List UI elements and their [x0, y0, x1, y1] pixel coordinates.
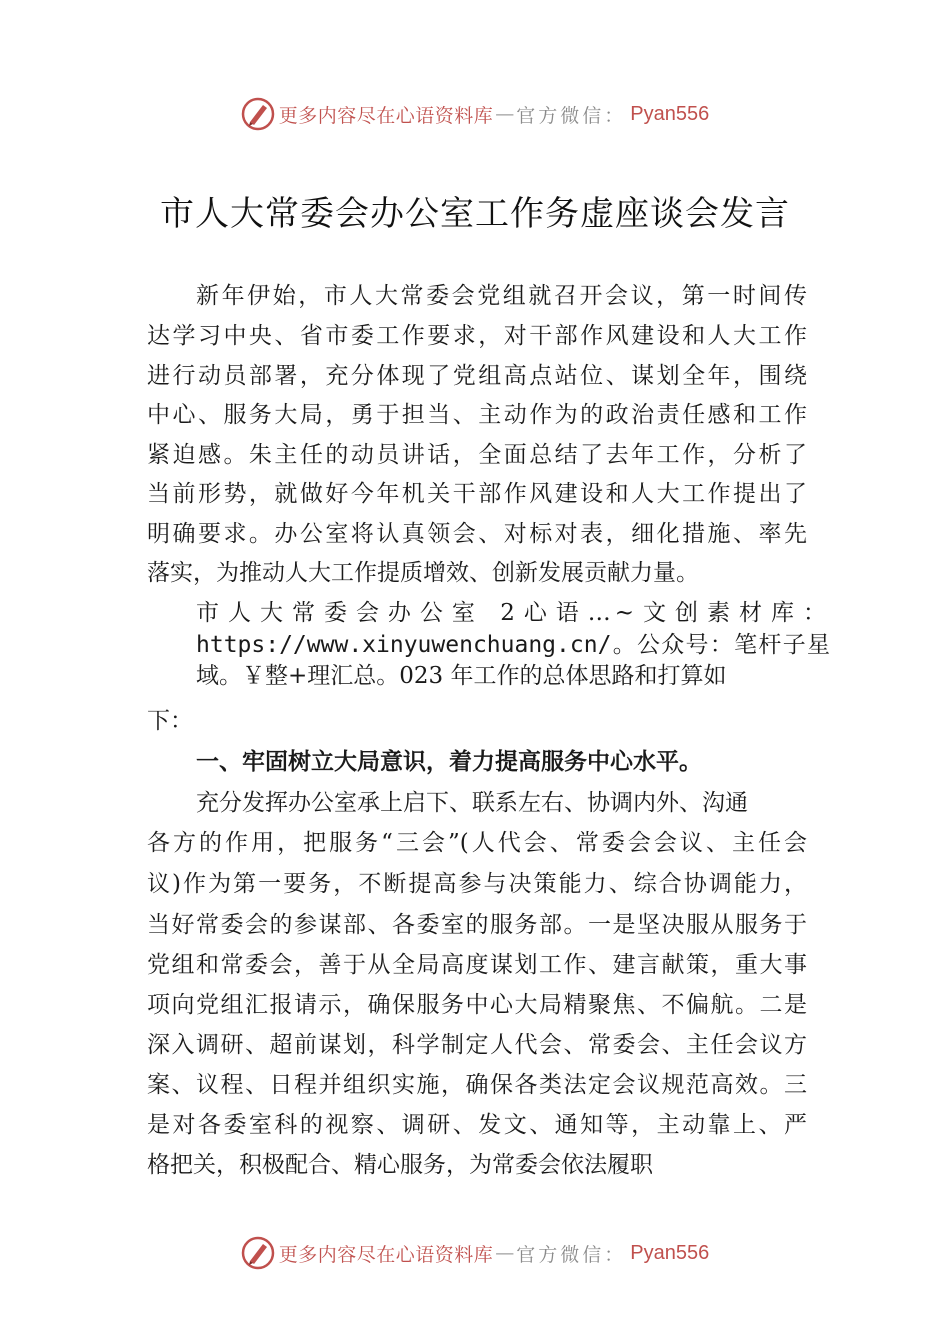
body-line: 达学习中央、省市委工作要求，对干部作风建设和人大工作 — [147, 323, 807, 349]
body-line: 进行动员部署，充分体现了党组高点站位、谋划全年，围绕 — [147, 363, 807, 389]
body-line: 当好常委会的参谋部、各委室的服务部。一是坚决服从服务于 — [147, 912, 807, 938]
body-line: 下： — [147, 708, 193, 734]
banner-separator: — — [495, 1242, 515, 1264]
document-title: 市人大常委会办公室工作务虚座谈会发言 — [160, 194, 790, 234]
banner-wechat-id: Pyan556 — [630, 102, 710, 125]
body-line: 明确要求。办公室将认真领会、对标对表，细化措施、率先 — [147, 521, 807, 547]
header-banner — [0, 94, 950, 134]
body-line: 是对各委室科的视察、调研、发文、通知等，主动靠上、严 — [147, 1112, 807, 1138]
body-line-url: https://www.xinyuwenchuang.cn/。公众号：笔杆子星 — [196, 632, 830, 658]
footer-banner — [0, 1233, 950, 1273]
body-line: 党组和常委会，善于从全局高度谋划工作、建言献策，重大事 — [147, 952, 807, 978]
body-line: 议)作为第一要务，不断提高参与决策能力、综合协调能力， — [147, 871, 807, 897]
body-line: 深入调研、超前谋划，科学制定人代会、常委会、主任会议方 — [147, 1032, 807, 1058]
banner-separator: — — [495, 103, 515, 125]
banner-wechat-label: 官方微信： — [516, 104, 627, 127]
body-line: 紧迫感。朱主任的动员讲话，全面总结了去年工作，分析了 — [147, 442, 807, 468]
body-line: 格把关，积极配合、精心服务，为常委会依法履职 — [147, 1152, 653, 1178]
body-line: 当前形势，就做好今年机关干部作风建设和人大工作提出了 — [147, 481, 807, 507]
body-line: 中心、服务大局，勇于担当、主动作为的政治责任感和工作 — [147, 402, 807, 428]
banner-wechat-id: Pyan556 — [630, 1241, 710, 1264]
banner-text: 更多内容尽在心语资料库 — [278, 104, 494, 127]
section-heading: 一、牢固树立大局意识，着力提高服务中心水平。 — [196, 749, 702, 775]
body-line: 案、议程、日程并组织实施，确保各类法定会议规范高效。三 — [147, 1072, 807, 1098]
banner-text: 更多内容尽在心语资料库 — [278, 1243, 494, 1266]
body-line: 域。￥整+理汇总。023 年工作的总体思路和打算如 — [196, 663, 727, 689]
body-line: 新年伊始，市人大常委会党组就召开会议，第一时间传 — [196, 283, 807, 309]
pen-logo-icon — [241, 97, 275, 131]
body-line: 落实，为推动人大工作提质增效、创新发展贡献力量。 — [147, 560, 699, 586]
banner-wechat-label: 官方微信： — [516, 1243, 627, 1266]
body-line: 市人大常委会办公室 2心语…~文创素材库： — [196, 600, 830, 626]
body-line: 各方的作用，把服务“三会”(人代会、常委会会议、主任会 — [147, 830, 807, 856]
body-line: 充分发挥办公室承上启下、联系左右、协调内外、沟通 — [196, 790, 748, 816]
pen-logo-icon — [241, 1236, 275, 1270]
body-line: 项向党组汇报请示，确保服务中心大局精聚焦、不偏航。二是 — [147, 992, 807, 1018]
